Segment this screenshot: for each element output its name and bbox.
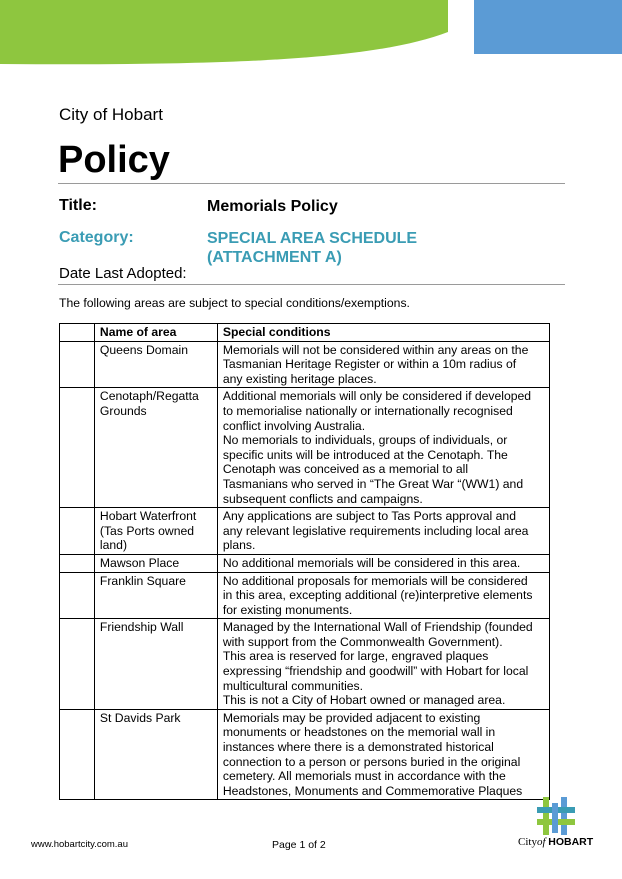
date-last-adopted-label: Date Last Adopted: bbox=[59, 265, 187, 282]
table-header-row bbox=[60, 324, 550, 342]
condition-line: any relevant legislative requirements including local area bbox=[222, 523, 529, 538]
special-conditions-cell bbox=[217, 508, 549, 555]
banner-blue-block bbox=[474, 0, 622, 54]
table-row bbox=[60, 572, 550, 619]
table-body bbox=[60, 341, 550, 800]
heading-divider bbox=[58, 183, 565, 184]
area-name-cell bbox=[94, 572, 217, 619]
condition-line: No additional memorials will be considered in this area. bbox=[222, 555, 521, 570]
area-name-cell bbox=[94, 709, 217, 800]
area-name-cell bbox=[94, 554, 217, 572]
table-row bbox=[60, 619, 550, 710]
condition-line: in this area, excepting additional (re)interpretive elements bbox=[222, 588, 533, 603]
organisation-name: City of Hobart bbox=[59, 105, 163, 124]
table-row bbox=[60, 554, 550, 572]
banner-green-swoosh bbox=[0, 0, 448, 64]
condition-line: This is not a City of Hobart owned or managed area. bbox=[222, 693, 506, 708]
footer-url: www.hobartcity.com.au bbox=[31, 839, 128, 850]
area-name-line: Cenotaph/Regatta bbox=[99, 389, 199, 404]
area-name-line: (Tas Ports owned bbox=[99, 523, 195, 538]
special-conditions-cell bbox=[217, 619, 549, 710]
condition-line: for existing monuments. bbox=[222, 602, 353, 617]
document-type-heading: Policy bbox=[58, 139, 170, 181]
area-name-line: Grounds bbox=[99, 403, 147, 418]
category-label: Category: bbox=[59, 229, 134, 246]
condition-line: This area is reserved for large, engraved plaques bbox=[222, 649, 489, 664]
category-value-line2: (ATTACHMENT A) bbox=[207, 249, 342, 266]
intro-text: The following areas are subject to special conditions/exemptions. bbox=[59, 296, 410, 310]
name-header: Name of area bbox=[94, 324, 217, 342]
condition-line: any existing heritage places. bbox=[222, 371, 377, 386]
special-conditions-cell bbox=[217, 341, 549, 388]
fields-divider bbox=[58, 284, 565, 285]
category-value bbox=[207, 229, 417, 267]
condition-line: Additional memorials will only be considered if developed bbox=[222, 389, 532, 404]
condition-line: plans. bbox=[222, 538, 256, 553]
title-label: Title: bbox=[59, 197, 97, 214]
logo-text-city: City bbox=[518, 836, 537, 848]
conditions-header: Special conditions bbox=[217, 324, 549, 342]
condition-line: with support from the Commonwealth Government). bbox=[222, 634, 503, 649]
condition-line: connection to a person or persons buried in the original bbox=[222, 754, 521, 769]
row-blank-cell bbox=[60, 341, 95, 388]
condition-line: subsequent conflicts and campaigns. bbox=[222, 491, 423, 506]
header-banner bbox=[0, 0, 622, 80]
area-name-cell bbox=[94, 341, 217, 388]
row-blank-cell bbox=[60, 508, 95, 555]
condition-line: instances where there is a demonstrated historical bbox=[222, 740, 494, 755]
category-value-line1: SPECIAL AREA SCHEDULE bbox=[207, 230, 418, 247]
area-name-cell bbox=[94, 508, 217, 555]
area-name-line: land) bbox=[99, 538, 128, 553]
condition-line: Memorials may be provided adjacent to existing bbox=[222, 710, 481, 725]
area-name-line: Friendship Wall bbox=[99, 620, 184, 635]
logo-text-hobart: HOBART bbox=[548, 836, 594, 848]
table-row bbox=[60, 508, 550, 555]
special-conditions-cell bbox=[217, 709, 549, 800]
condition-line: monuments or headstones on the memorial wall in bbox=[222, 725, 496, 740]
title-value: Memorials Policy bbox=[207, 198, 338, 215]
condition-line: conflict involving Australia. bbox=[222, 418, 366, 433]
condition-line: Managed by the International Wall of Friendship (founded bbox=[222, 620, 533, 635]
row-blank-cell bbox=[60, 619, 95, 710]
logo-wordmark bbox=[518, 836, 594, 848]
special-areas-table bbox=[59, 323, 550, 800]
condition-line: specific units will be introduced at the Cenotaph. The bbox=[222, 447, 508, 462]
condition-line: Headstones, Monuments and Commemorative Plaques bbox=[222, 783, 523, 798]
condition-line: Any applications are subject to Tas Ports approval and bbox=[222, 509, 516, 524]
area-name-cell bbox=[94, 388, 217, 508]
condition-line: Memorials will not be considered within any areas on the bbox=[222, 342, 529, 357]
row-blank-cell bbox=[60, 572, 95, 619]
condition-line: Tasmanian Heritage Register or within a 10m radius of bbox=[222, 357, 517, 372]
table-row bbox=[60, 341, 550, 388]
special-conditions-cell bbox=[217, 388, 549, 508]
row-blank-cell bbox=[60, 388, 95, 508]
condition-line: expressing “friendship and goodwill” with Hobart for local bbox=[222, 664, 529, 679]
row-blank-cell bbox=[60, 709, 95, 800]
condition-line: No additional proposals for memorials will be considered bbox=[222, 573, 528, 588]
blank-header-cell bbox=[60, 324, 95, 342]
row-blank-cell bbox=[60, 554, 95, 572]
logo-text-of: of bbox=[536, 836, 546, 848]
condition-line: Cenotaph was conceived as a memorial to all bbox=[222, 462, 469, 477]
area-name-line: Mawson Place bbox=[99, 555, 180, 570]
area-name-line: Queens Domain bbox=[99, 342, 188, 357]
condition-line: multicultural communities. bbox=[222, 678, 364, 693]
condition-line: No memorials to individuals, groups of individuals, or bbox=[222, 433, 508, 448]
footer-page-number: Page 1 of 2 bbox=[272, 839, 326, 851]
area-name-line: Franklin Square bbox=[99, 573, 186, 588]
special-conditions-cell bbox=[217, 554, 549, 572]
area-name-cell bbox=[94, 619, 217, 710]
condition-line: cemetery. All memorials must in accordance with the bbox=[222, 769, 506, 784]
table-row bbox=[60, 388, 550, 508]
condition-line: Tasmanians who served in “The Great War “(WW1) and bbox=[222, 476, 524, 491]
condition-line: to memorialise nationally or internationally recognised bbox=[222, 403, 513, 418]
table-row bbox=[60, 709, 550, 800]
area-name-line: St Davids Park bbox=[99, 710, 181, 725]
special-conditions-cell bbox=[217, 572, 549, 619]
area-name-line: Hobart Waterfront bbox=[99, 509, 197, 524]
